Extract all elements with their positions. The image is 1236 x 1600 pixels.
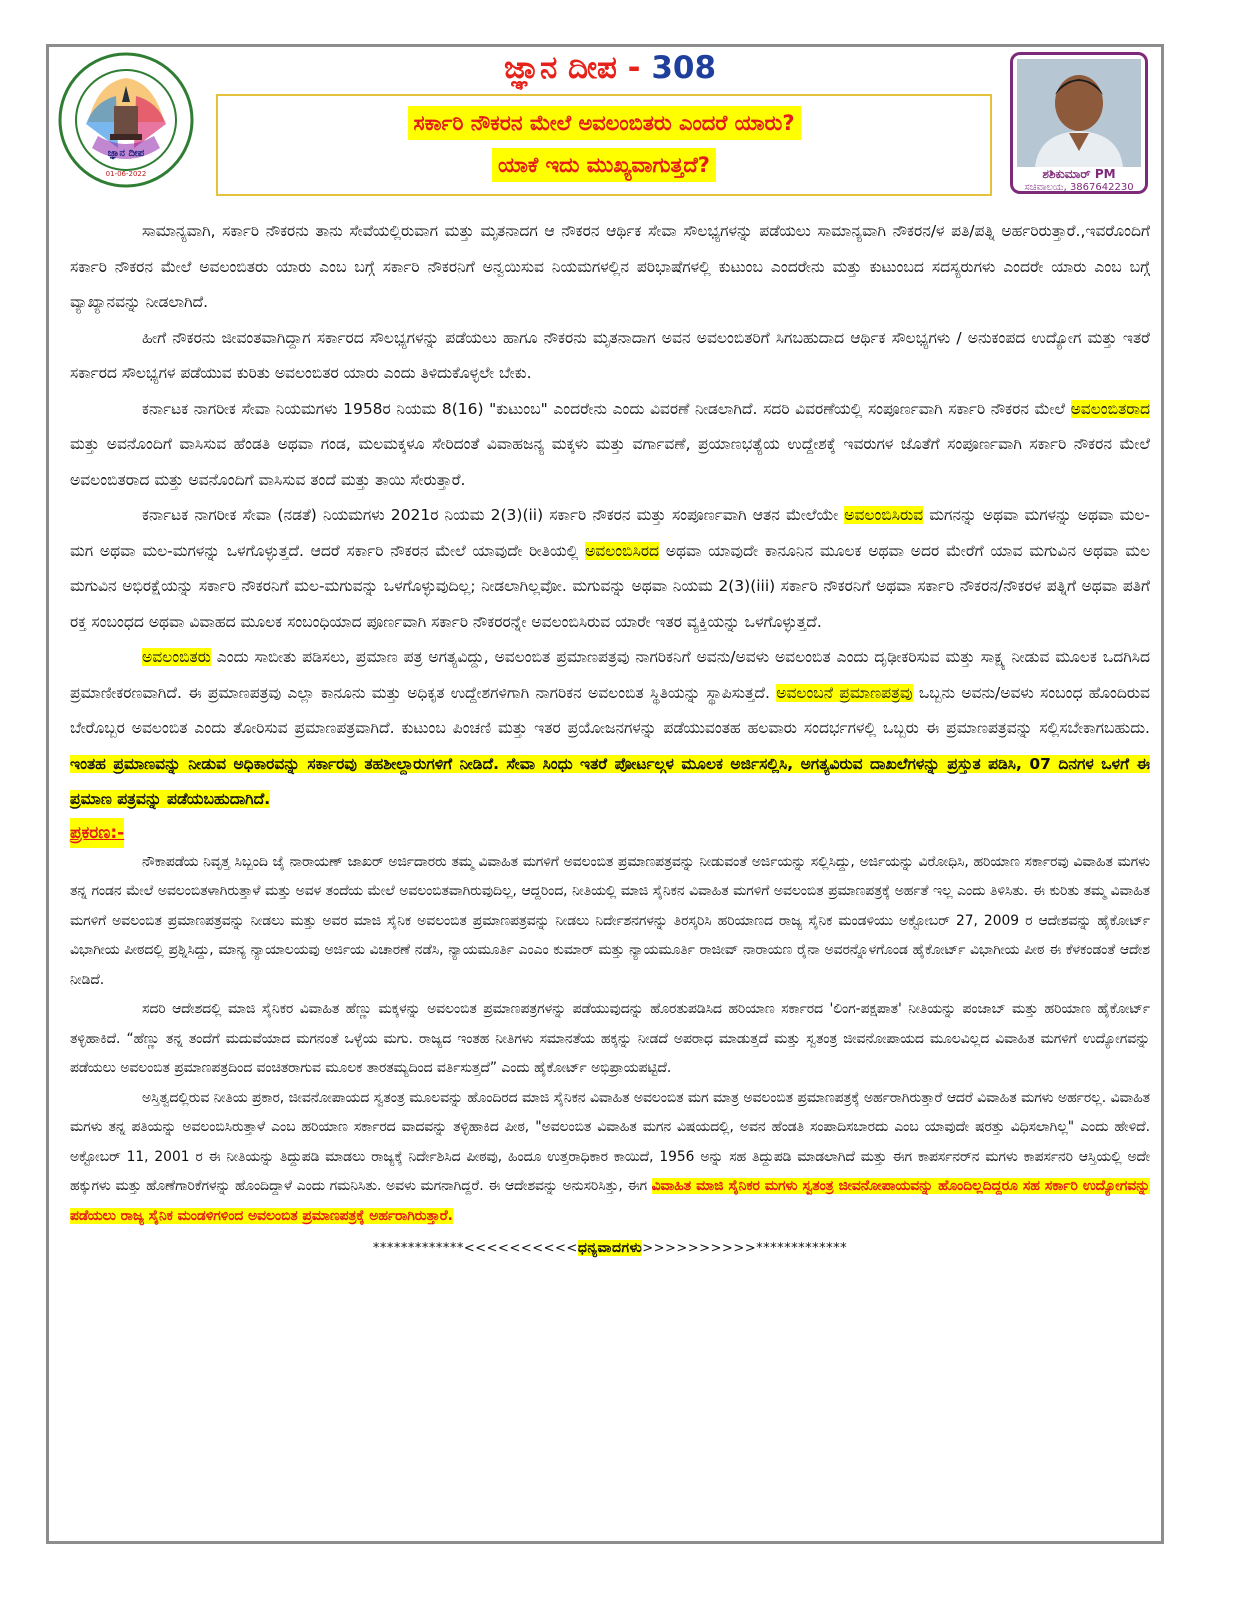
highlight-avalambitarada: ಅವಲಂಬಿತರಾದ [1070,399,1150,418]
svg-text:ಜ್ಞಾನ ದೀಪ: ಜ್ಞಾನ ದೀಪ [107,148,145,159]
article-body [70,214,1150,1262]
case-paragraph-1: ನೌಕಾಪಡೆಯ ನಿವೃತ್ತ ಸಿಬ್ಬಂದಿ ಜೈ ನಾರಾಯಣ್ ಜಾಖರ್ ಅರ್ಜಿದಾರರು ತಮ್ಮ ವಿವಾಹಿತ ಮಗಳಿಗೆ ಅವಲಂಬಿತ ಪ್ರಮಾಣಪತ್ರವನ್ನು ನೀಡುವಂತೆ ಅರ್ಜಿಯನ್ನು ಸಲ್ಲಿಸಿದ್ದು, ಅರ್ಜಿಯನ್ನು ವಿರೋಧಿಸಿ, ಹರಿಯಾಣ ಸರ್ಕಾರವು ವಿವಾಹಿತ ಮಗಳು ತನ್ನ ಗಂಡನ ಮೇಲೆ ಅವಲಂಬಿತಳಾಗಿರುತ್ತಾಳೆ ಮತ್ತು ಅವಳ ತಂದೆಯ ಮೇಲೆ ಅವಲಂಬಿತವಾಗಿರುವುದಿಲ್ಲ, ಆದ್ದರಿಂದ, ನೀತಿಯಲ್ಲಿ ಮಾಜಿ ಸೈನಿಕನ ವಿವಾಹಿತ ಮಗಳಿಗೆ ಅವಲಂಬಿತ ಪ್ರಮಾಣಪತ್ರಕ್ಕೆ ಅರ್ಹತೆ ಇಲ್ಲ ಎಂದು ತಿಳಿಸಿತು. ಈ ಕುರಿತು ತಮ್ಮ ವಿವಾಹಿತ ಮಗಳಿಗೆ ಅವಲಂಬಿತ ಪ್ರಮಾಣಪತ್ರವನ್ನು ನೀಡಲು ಮತ್ತು ಅವರ ಮಾಜಿ ಸೈನಿಕ ಅವಲಂಬಿತ ಪ್ರಮಾಣಪತ್ರವನ್ನು ನೀಡಲು ನಿರ್ದೇಶನಗಳನ್ನು ತಿರಸ್ಕರಿಸಿ ಹರಿಯಾಣದ ರಾಜ್ಯ ಸೈನಿಕ ಮಂಡಳಿಯು ಅಕ್ಟೋಬರ್ 27, 2009 ರ ಆದೇಶವನ್ನು ಹೈಕೋರ್ಟ್ ವಿಭಾಗೀಯ ಪೀಠದಲ್ಲಿ ಪ್ರಶ್ನಿಸಿದ್ದು, ಮಾನ್ಯ ನ್ಯಾಯಾಲಯವು ಅರ್ಜಿಯ ವಿಚಾರಣೆ ನಡೆಸಿ, ನ್ಯಾಯಮೂರ್ತಿ ಎಂಎಂ ಕುಮಾರ್ ಮತ್ತು ನ್ಯಾಯಮೂರ್ತಿ ರಾಜೀವ್ ನಾರಾಯಣ ರೈನಾ ಅವರನ್ನೊಳಗೊಂಡ ಹೈಕೋರ್ಟ್ ವಿಭಾಗೀಯ ಪೀಠ ಈ ಕೆಳಕಂಡಂತೆ ಆದೇಶ ನೀಡಿದೆ. [70,853,1150,988]
paragraph-4-text-c: ಅಥವಾ ಯಾವುದೇ ಕಾನೂನಿನ ಮೂಲಕ ಅಥವಾ ಅದರ ಮೇರೆಗೆ ಯಾವ ಮಗುವಿನ ಅಥವಾ ಮಲ ಮಗುವಿನ ಅಭಿರಕ್ಷೆಯನ್ನು ಸರ್ಕಾರಿ ನೌಕರನಿಗೆ ಮಲ-ಮಗುವನ್ನು ಒಳಗೊಳ್ಳುವುದಿಲ್ಲ; ನೀಡಲಾಗಿಲ್ಲವೋ. ಮಗುವನ್ನು ಅಥವಾ ನಿಯಮ 2(3)(iii) ಸರ್ಕಾರಿ ನೌಕರನಿಗೆ ಅಥವಾ ಸರ್ಕಾರಿ ನೌಕರನ/ನೌಕರಳ ಪತ್ನಿಗೆ ಅಥವಾ ಪತಿಗೆ ರಕ್ತ ಸಂಬಂಧದ ಅಥವಾ ವಿವಾಹದ ಮೂಲಕ ಸಂಬಂಧಿಯಾದ ಪೂರ್ಣವಾಗಿ ಸರ್ಕಾರಿ ನೌಕರರನ್ನೇ ಅವಲಂಬಿಸಿರುವ ಯಾರೇ ಇತರ ವ್ಯಕ್ತಿಯನ್ನು ಒಳಗೊಳ್ಳುತ್ತದೆ. [70,541,1150,631]
series-separator: - [616,50,652,86]
highlight-avalambisiruva: ಅವಲಂಬಿಸಿರುವ [844,506,924,524]
paragraph-1: ಸಾಮಾನ್ಯವಾಗಿ, ಸರ್ಕಾರಿ ನೌಕರನು ತಾನು ಸೇವೆಯಲ್ಲಿರುವಾಗ ಮತ್ತು ಮೃತನಾದಗ ಆ ನೌಕರನ ಆರ್ಥಿಕ ಸೇವಾ ಸೌಲಭ್ಯಗಳನ್ನು ಪಡೆಯಲು ಸಾಮಾನ್ಯವಾಗಿ ನೌಕರನ/ಳ ಪತಿ/ಪತ್ನಿ ಅರ್ಹರಿರುತ್ತಾರೆ.,ಇವರೊಂದಿಗೆ ಸರ್ಕಾರಿ ನೌಕರನ ಮೇಲೆ ಅವಲಂಬಿತರು ಯಾರು ಎಂಬ ಬಗ್ಗೆ ಸರ್ಕಾರಿ ನೌಕರನಿಗೆ ಅನ್ವಯಿಸುವ ನಿಯಮಗಳಲ್ಲಿನ ಪರಿಭಾಷೆಗಳಲ್ಲಿ ಕುಟುಂಬ ಎಂದರೇನು ಮತ್ತು ಕುಟುಂಬದ ಸದಸ್ಯರುಗಳು ಎಂದರೇ ಯಾರು ಎಂಬ ಬಗ್ಗೆ ವ್ಯಾಖ್ಯಾನವನ್ನು ನೀಡಲಾಗಿದೆ. [70,222,1150,311]
paragraph-4-text-a: ಕರ್ನಾಟಕ ನಾಗರೀಕ ಸೇವಾ (ನಡತೆ) ನಿಯಮಗಳು 2021ರ ನಿಯಮ 2(3)(ii) ಸರ್ಕಾರಿ ನೌಕರನ ಮತ್ತು ಸಂಪೂರ್ಣವಾಗಿ ಆತನ ಮೇಲೆಯೇ [142,506,845,524]
closing-stars-left: *************<<<<<<<<<< [372,1241,578,1256]
thanks-text: ಧನ್ಯವಾದಗಳು [577,1240,643,1256]
series-name: ಜ್ಞಾನ ದೀಪ [503,50,617,86]
jnana-deepa-logo [58,52,194,188]
paragraph-2: ಹೀಗೆ ನೌಕರನು ಜೀವಂತವಾಗಿದ್ದಾಗ ಸರ್ಕಾರದ ಸೌಲಭ್ಯಗಳನ್ನು ಪಡೆಯಲು ಹಾಗೂ ನೌಕರನು ಮೃತನಾದಾಗ ಅವನ ಅವಲಂಬಿತರಿಗೆ ಸಿಗಬಹುದಾದ ಆರ್ಥಿಕ ಸೌಲಭ್ಯಗಳು / ಅನುಕಂಪದ ಉದ್ಯೋಗ ಮತ್ತು ಇತರೆ ಸರ್ಕಾರದ ಸೌಲಭ್ಯಗಳ ಪಡೆಯುವ ಕುರಿತು ಅವಲಂಬಿತರ ಯಾರು ಎಂದು ತಿಳಿದುಕೊಳ್ಳಲೇ ಬೇಕು. [70,328,1150,382]
paragraph-3-text-a: ಕರ್ನಾಟಕ ನಾಗರೀಕ ಸೇವಾ ನಿಯಮಗಳು 1958ರ ನಿಯಮ 8(16) "ಕುಟುಂಬ" ಎಂದರೇನು ಎಂದು ವಿವರಣೆ ನೀಡಲಾಗಿದೆ. ಸದರಿ ವಿವರಣೆಯಲ್ಲಿ ಸಂಪೂರ್ಣವಾಗಿ ಸರ್ಕಾರಿ ನೌಕರನ ಮೇಲೆ [142,399,1071,418]
case-paragraph-3 [70,1084,1150,1232]
author-name: ಶಶಿಕುಮಾರ್ PM [1042,167,1116,181]
case-paragraph-2: ಸದರಿ ಆದೇಶದಲ್ಲಿ ಮಾಜಿ ಸೈನಿಕರ ವಿವಾಹಿತ ಹೆಣ್ಣು ಮಕ್ಕಳನ್ನು ಅವಲಂಬಿತ ಪ್ರಮಾಣಪತ್ರಗಳನ್ನು ಪಡೆಯುವುದನ್ನು ಹೊರತುಪಡಿಸಿದ ಹರಿಯಾಣ ಸರ್ಕಾರದ 'ಲಿಂಗ-ಪಕ್ಷಪಾತ' ನೀತಿಯನ್ನು ಪಂಜಾಬ್ ಮತ್ತು ಹರಿಯಾಣ ಹೈಕೋರ್ಟ್ ತಳ್ಳಿಹಾಕಿದೆ. “ಹೆಣ್ಣು ತನ್ನ ತಂದೆಗೆ ಮದುವೆಯಾದ ಮಗನಂತೆ ಒಳ್ಳೆಯ ಮಗು. ರಾಜ್ಯದ ಇಂತಹ ನೀತಿಗಳು ಸಮಾನತೆಯ ಹಕ್ಕನ್ನು ನೀಡದೆ ಅಪರಾಧ ಮಾಡುತ್ತದೆ ಮತ್ತು ಸ್ವತಂತ್ರ ಜೀವನೋಪಾಯದ ಮೂಲವಿಲ್ಲದ ವಿವಾಹಿತ ಮಗಳಿಗೆ ಉದ್ಯೋಗವನ್ನು ಪಡೆಯಲು ಅವಲಂಬಿತ ಪ್ರಮಾಣಪತ್ರದಿಂದ ವಂಚಿತರಾಗುವ ಮೂಲಕ ತಾರತಮ್ಯದಿಂದ ವರ್ತಿಸುತ್ತದೆ” ಎಂದು ಹೈಕೋರ್ಟ್ ಅಭಿಪ್ರಾಯಪಟ್ಟಿದೆ. [70,1001,1150,1076]
series-banner [430,48,790,88]
paragraph-4 [70,498,1150,640]
highlight-conclusion: ವಿವಾಹಿತ ಮಾಜಿ ಸೈನಿಕರ ಮಗಳು ಸ್ವತಂತ್ರ ಜೀವನೋಪಾಯವನ್ನು ಹೊಂದಿಲ್ಲದಿದ್ದರೂ ಸಹ ಸರ್ಕಾರಿ ಉದ್ಯೋಗವನ್ನು ಪಡೆಯಲು ರಾಜ್ಯ ಸೈನಿಕ ಮಂಡಳಿಗಳಿಂದ ಅವಲಂಬಿತ ಪ್ರಮಾಣಪತ್ರಕ್ಕೆ ಅರ್ಹರಾಗಿರುತ್ತಾರೆ. [70,1178,1150,1224]
highlight-avalambisirada: ಅವಲಂಬಿಸಿರದ [585,541,660,560]
closing-stars-right: >>>>>>>>>>************* [642,1241,848,1256]
highlight-avalambitaru: ಅವಲಂಬಿತರು [142,648,211,666]
paragraph-3-text-b: ಮತ್ತು ಅವನೊಂದಿಗೆ ವಾಸಿಸುವ ಹೆಂಡತಿ ಅಥವಾ ಗಂಡ, ಮಲಮಕ್ಕಳೂ ಸೇರಿದಂತೆ ವಿವಾಹಜನ್ಯ ಮಕ್ಕಳು ಮತ್ತು ವರ್ಗಾವಣೆ, ಪ್ರಯಾಣಭತ್ಯೆಯ ಉದ್ದೇಶಕ್ಕೆ ಇವರುಗಳ ಜೊತೆಗೆ ಸಂಪೂರ್ಣವಾಗಿ ಸರ್ಕಾರಿ ನೌಕರನ ಮೇಲೆ ಅವಲಂಬಿತರಾದ ಮತ್ತು ಅವನೊಂದಿಗೆ ವಾಸಿಸುವ ತಂದೆ ಮತ್ತು ತಾಯಿ ಸೇರುತ್ತಾರೆ. [70,435,1150,489]
highlight-certificate: ಅವಲಂಬನೆ ಪ್ರಮಾಣಪತ್ರವು [776,683,913,702]
title-line-1: ಸರ್ಕಾರಿ ನೌಕರನ ಮೇಲೆ ಅವಲಂಬಿತರು ಎಂದರೆ ಯಾರು? [408,106,801,140]
closing-line [70,1235,1150,1262]
article-title-box [216,94,992,196]
author-photo [1017,59,1141,167]
paragraph-5-text-a: ಎಂದು ಸಾಬೀತು ಪಡಿಸಲು, ಪ್ರಮಾಣ ಪತ್ರ ಅಗತ್ಯವಿದ್ದು, ಅವಲಂಬಿತ ಪ್ರಮಾಣಪತ್ರವು ನಾಗರಿಕನಿಗೆ ಅವನು/ಅವಳು ಅವಲಂಬಿತ ಎಂದು ದೃಢೀಕರಿಸುವ ಮತ್ತು ಸಾಕ್ಷ್ಯ ನೀಡುವ ಮೂಲಕ ಒದಗಿಸಿದ ಪ್ರಮಾಣೀಕರಣವಾಗಿದೆ. ಈ ಪ್ರಮಾಣಪತ್ರವು ಎಲ್ಲಾ ಕಾನೂನು ಮತ್ತು ಅಧಿಕೃತ ಉದ್ದೇಶಗಳಿಗಾಗಿ ನಾಗರಿಕನ ಅವಲಂಬಿತ ಸ್ಥಿತಿಯನ್ನು ಸ್ಥಾಪಿಸುತ್ತದೆ. [70,648,1150,702]
title-line-2: ಯಾಕೆ ಇದು ಮುಖ್ಯವಾಗುತ್ತದೆ? [492,148,716,182]
case-paragraph-3-text: ಅಸ್ತಿತ್ವದಲ್ಲಿರುವ ನೀತಿಯ ಪ್ರಕಾರ, ಜೀವನೋಪಾಯದ ಸ್ವತಂತ್ರ ಮೂಲವನ್ನು ಹೊಂದಿರದ ಮಾಜಿ ಸೈನಿಕನ ವಿವಾಹಿತ ಅವಲಂಬಿತ ಮಗ ಮಾತ್ರ ಅವಲಂಬಿತ ಪ್ರಮಾಣಪತ್ರಕ್ಕೆ ಅರ್ಹರಾಗಿರುತ್ತಾರೆ ಆದರೆ ವಿವಾಹಿತ ಮಗಳು ಅರ್ಹರಲ್ಲ. ವಿವಾಹಿತ ಮಗಳು ತನ್ನ ಪತಿಯನ್ನು ಅವಲಂಬಿಸಿರುತ್ತಾಳೆ ಎಂಬ ಹರಿಯಾಣ ಸರ್ಕಾರದ ವಾದವನ್ನು ತಳ್ಳಿಹಾಕಿದ ಪೀಠ, "ಅವಲಂಬಿತ ವಿವಾಹಿತ ಮಗನ ವಿಷಯದಲ್ಲಿ, ಅವನ ಹೆಂಡತಿ ಸಂಪಾದಿಸಬಾರದು ಎಂಬ ಯಾವುದೇ ಷರತ್ತು ವಿಧಿಸಲಾಗಿಲ್ಲ" ಎಂದು ಹೇಳಿದೆ. ಅಕ್ಟೋಬರ್ 11, 2001 ರ ಈ ನೀತಿಯನ್ನು ತಿದ್ದುಪಡಿ ಮಾಡಲು ರಾಜ್ಯಕ್ಕೆ ನಿರ್ದೇಶಿಸಿದ ಪೀಠವು, ಹಿಂದೂ ಉತ್ತರಾಧಿಕಾರ ಕಾಯಿದೆ, 1956 ಅನ್ನು ಸಹ ತಿದ್ದುಪಡಿ ಮಾಡಲಾಗಿದೆ ಮತ್ತು ಈಗ ಕಾಪರ್ಸನರ್‌ನ ಮಗಳು ಕಾಪರ್ಸನರಿ ಆಸ್ತಿಯಲ್ಲಿ ಅದೇ ಹಕ್ಕುಗಳು ಮತ್ತು ಹೊಣೆಗಾರಿಕೆಗಳನ್ನು ಹೊಂದಿದ್ದಾಳೆ ಎಂದು ಗಮನಿಸಿತು. ಅವಳು ಮಗನಾಗಿದ್ದರೆ. ಈ ಆದೇಶವನ್ನು ಅನುಸರಿಸಿತ್ತು, ಈಗ [70,1089,1150,1194]
author-office: ಸಚಿವಾಲಯ, 3867642230 [1024,182,1134,193]
issue-number: 308 [651,50,717,86]
paragraph-3 [70,392,1150,499]
paragraph-5 [70,640,1150,818]
section-heading-case: ಪ್ರಕರಣ:- [70,818,124,848]
paragraph-4-text-b: ಮಗನನ್ನು ಅಥವಾ ಮಗಳನ್ನು ಅಥವಾ ಮಲ-ಮಗ ಅಥವಾ ಮಲ-ಮಗಳನ್ನು ಒಳಗೊಳ್ಳುತ್ತದೆ. ಆದರೆ ಸರ್ಕಾರಿ ನೌಕರನ ಮೇಲೆ ಯಾವುದೇ ರೀತಿಯಲ್ಲಿ [70,506,1150,560]
author-card [1010,52,1148,194]
paragraph-5-text-b: ಒಬ್ಬನು ಅವನು/ಅವಳು ಸಂಬಂಧ ಹೊಂದಿರುವ ಬೇರೊಬ್ಬರ ಅವಲಂಬಿತ ಎಂದು ತೋರಿಸುವ ಪ್ರಮಾಣಪತ್ರವಾಗಿದೆ. ಕುಟುಂಬ ಪಿಂಚಣಿ ಮತ್ತು ಇತರ ಪ್ರಯೋಜನಗಳನ್ನು ಪಡೆಯುವಂತಹ ಹಲವಾರು ಸಂದರ್ಭಗಳಲ್ಲಿ ಒಬ್ಬರು ಈ ಪ್ರಮಾಣಪತ್ರವನ್ನು ಸಲ್ಲಿಸಬೇಕಾಗಬಹುದು. [70,683,1150,737]
svg-text:01-06-2022: 01-06-2022 [105,170,147,178]
highlight-tahsildar-authority: ಇಂತಹ ಪ್ರಮಾಣವನ್ನು ನೀಡುವ ಅಧಿಕಾರವನ್ನು ಸರ್ಕಾರವು ತಹಶೀಲ್ದಾರುಗಳಿಗೆ ನೀಡಿದೆ. ಸೇವಾ ಸಿಂಧು ಇತರೆ ಪೋರ್ಟಲ್ಗಳ ಮೂಲಕ ಅರ್ಜಿಸಲ್ಲಿಸಿ, ಅಗತ್ಯವಿರುವ ದಾಖಲೆಗಳನ್ನು ಪ್ರಸ್ತುತ ಪಡಿಸಿ, 07 ದಿನಗಳ ಒಳಗೆ ಈ ಪ್ರಮಾಣ ಪತ್ರವನ್ನು ಪಡೆಯಬಹುದಾಗಿದೆ. [70,754,1150,808]
